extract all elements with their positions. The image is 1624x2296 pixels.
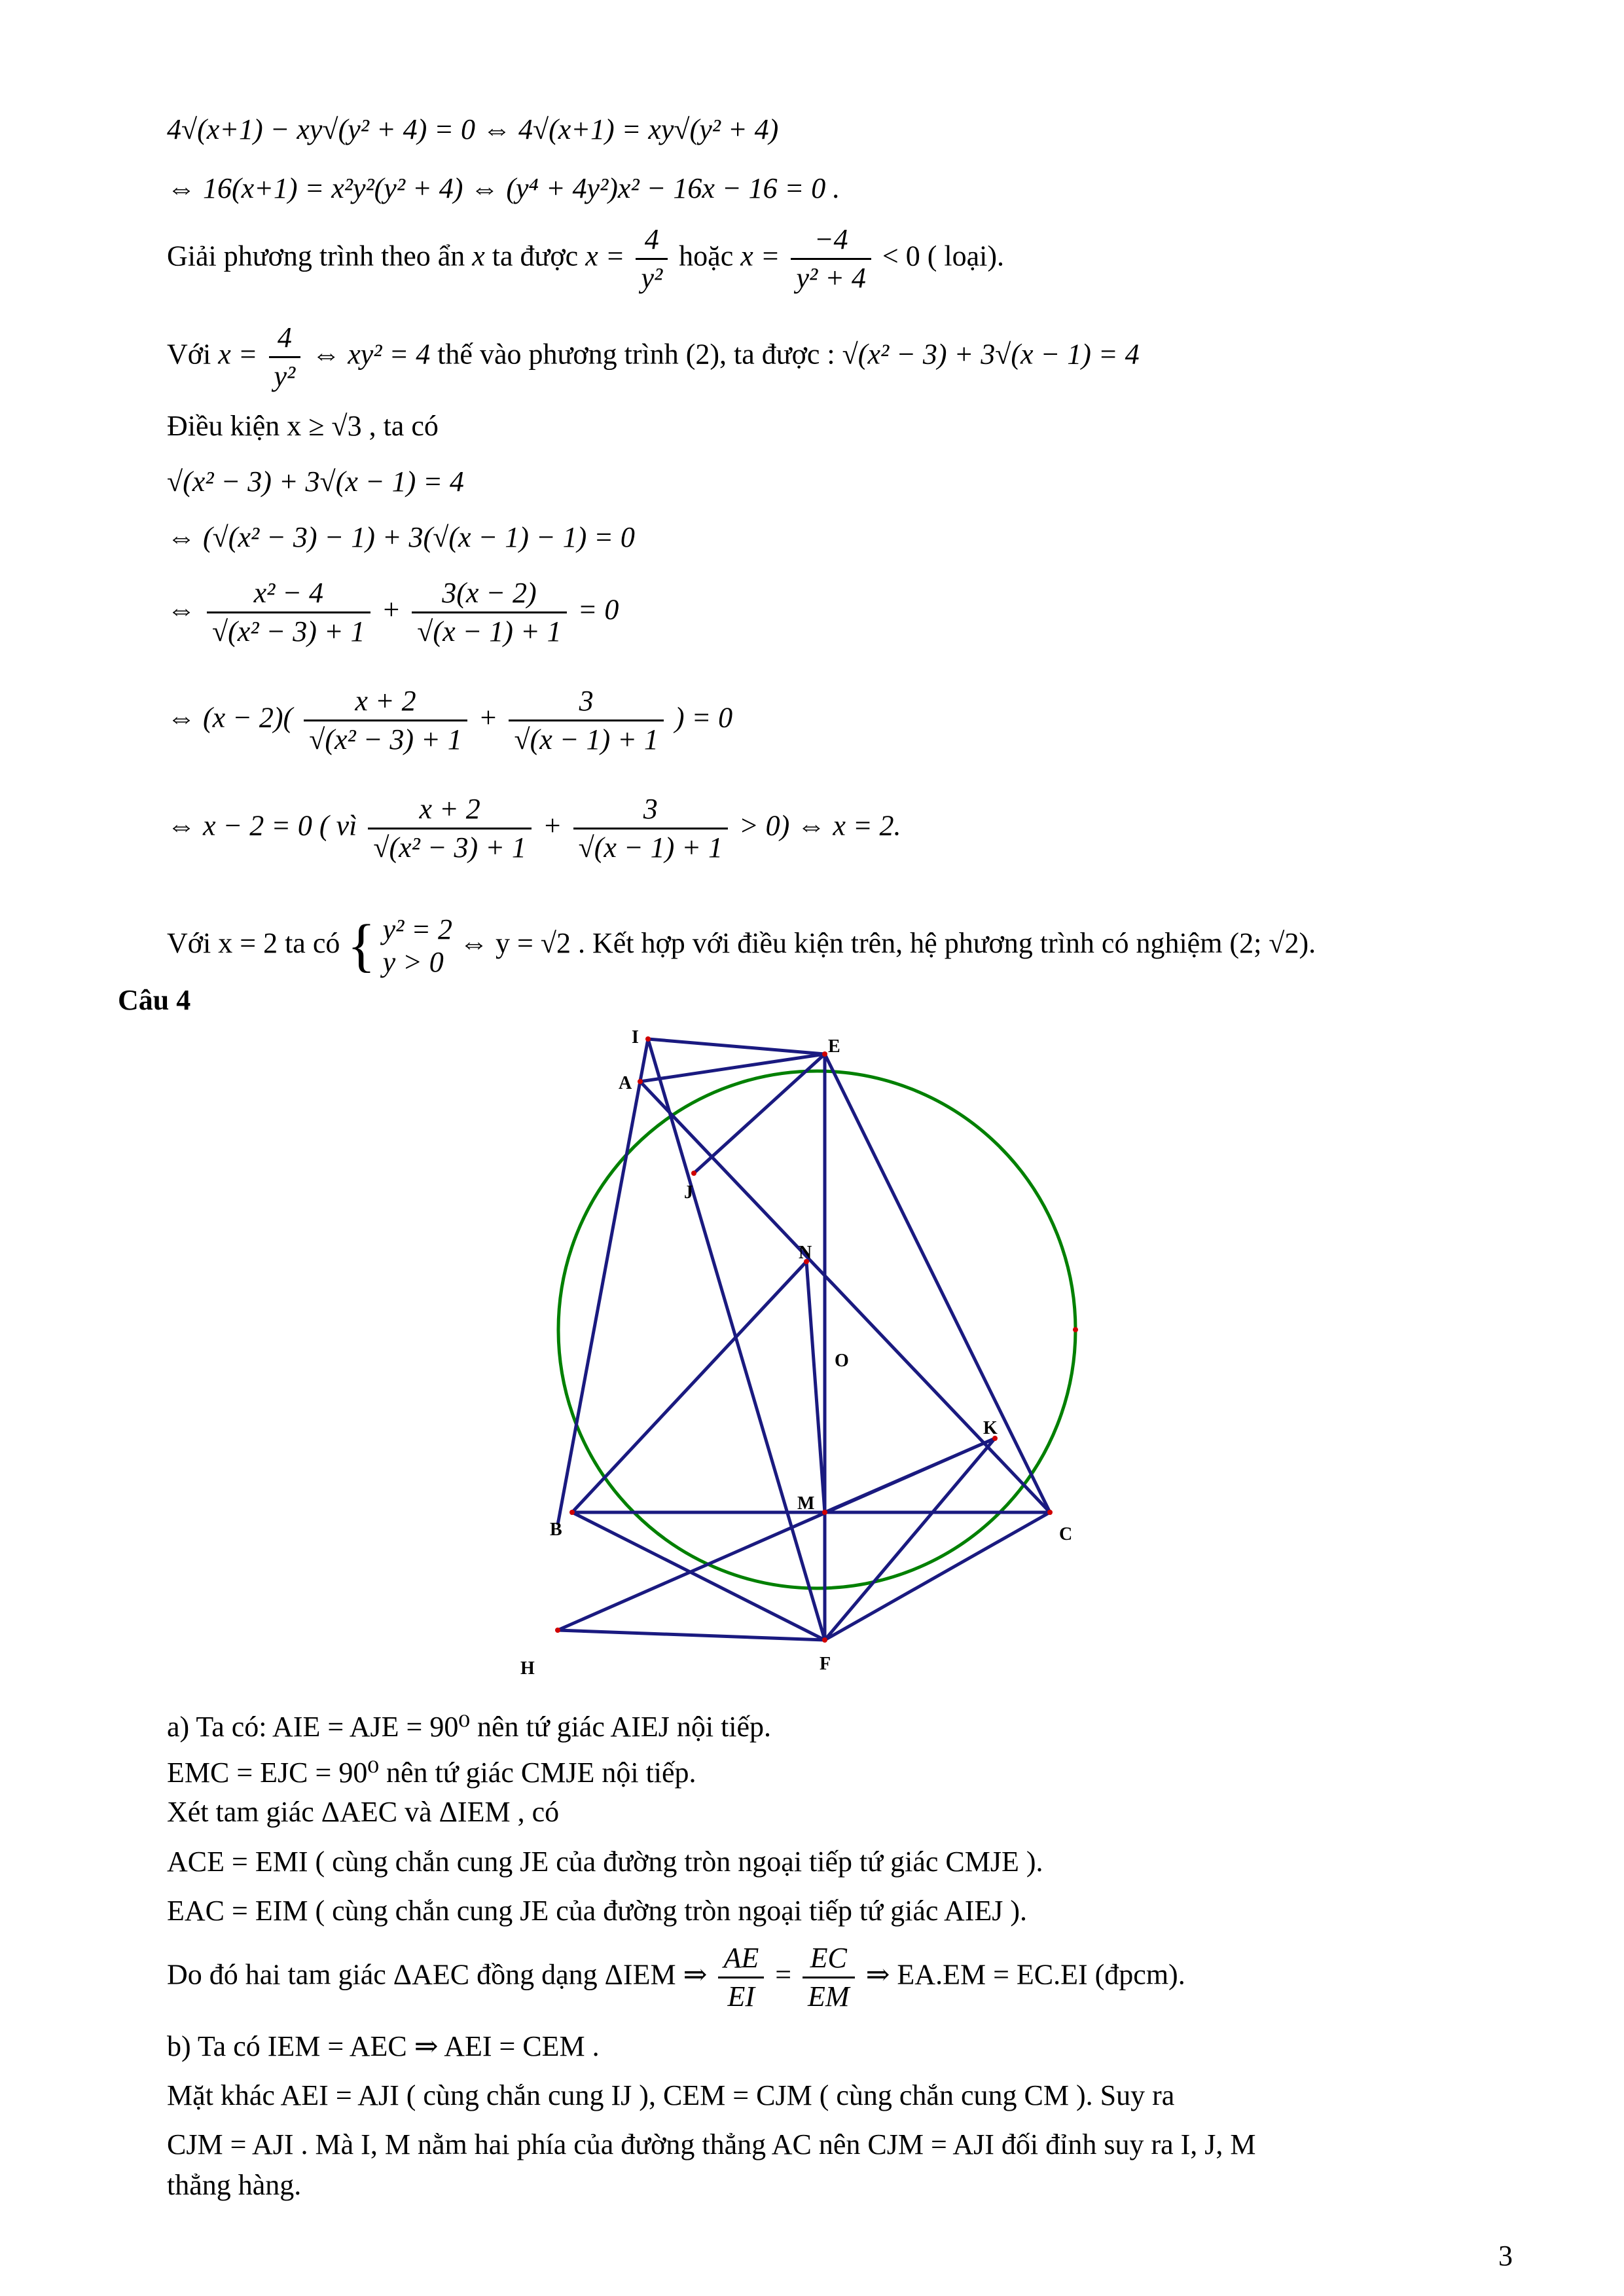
point-J	[691, 1171, 696, 1176]
brace: {	[347, 913, 376, 978]
fraction	[718, 1941, 764, 2014]
part-b-line-4	[167, 2168, 301, 2202]
segment-IB	[558, 1039, 648, 1525]
text: +	[381, 593, 401, 626]
point-F	[822, 1637, 827, 1643]
numerator: −4	[791, 223, 871, 260]
eq-text: ⇔ 16(x+1) = x²y²(y² + 4) ⇔ (y⁴ + 4y²)x² − 16x − 16 = 0 .	[167, 172, 840, 204]
point-E	[822, 1051, 827, 1057]
text: ⇒ EA.EM = EC.EI (đpcm).	[865, 1958, 1185, 1991]
fraction	[636, 223, 668, 295]
text: ACE = EMI ( cùng chắn cung JE của đường tròn ngoại tiếp tứ giác CMJE ).	[167, 1846, 1043, 1878]
text: ta được	[492, 240, 579, 272]
text: √(x² − 3) + 3√(x − 1) = 4	[842, 338, 1140, 371]
eq-line-10	[167, 792, 901, 865]
denominator: y² + 4	[796, 262, 866, 294]
part-b-line-2	[167, 2079, 1174, 2113]
text: ⇔ (x − 2)(	[167, 701, 293, 734]
part-a-line-2	[167, 1756, 696, 1790]
label-C: C	[1059, 1524, 1073, 1544]
part-a-line-4	[167, 1845, 1043, 1879]
point-I	[645, 1036, 651, 1042]
label-O: O	[835, 1351, 849, 1371]
geometry-figure	[517, 1018, 1139, 1692]
denominator: EM	[808, 1980, 850, 2013]
text: Giải phương trình theo ẩn	[167, 240, 465, 272]
point-C	[1047, 1510, 1053, 1515]
text: > 0) ⇔ x = 2.	[738, 809, 901, 842]
eq-line-8	[167, 576, 619, 649]
numerator: 3	[573, 792, 728, 829]
fraction	[304, 684, 467, 757]
fraction	[368, 792, 532, 865]
text: Mặt khác AEI = AJI ( cùng chắn cung IJ ), CEM = CJM ( cùng chắn cung CM ). Suy ra	[167, 2079, 1175, 2111]
text: a) Ta có: AIE = AJE = 90⁰ nên tứ giác AIEJ nội tiếp.	[167, 1711, 772, 1743]
text: ⇔ x − 2 = 0 ( vì	[167, 809, 357, 842]
text: < 0 ( loại).	[882, 240, 1004, 272]
segment-NM	[806, 1262, 825, 1512]
text: √(x² − 3) + 3√(x − 1) = 4	[167, 465, 464, 498]
heading-text: Câu 4	[118, 984, 191, 1016]
system	[383, 913, 452, 979]
numerator: EC	[803, 1941, 855, 1978]
label-B: B	[550, 1520, 562, 1540]
numerator: 3	[509, 684, 663, 721]
fraction	[509, 684, 663, 757]
denominator: √(x − 1) + 1	[514, 723, 659, 756]
denominator: √(x − 1) + 1	[578, 831, 723, 864]
page-number: 3	[1498, 2240, 1513, 2272]
text: +	[542, 809, 562, 842]
text: Với	[167, 338, 211, 371]
label-N: N	[799, 1243, 812, 1263]
label-M: M	[797, 1493, 815, 1514]
label-A: A	[619, 1073, 632, 1093]
numerator: x² − 4	[207, 576, 370, 613]
point-A	[638, 1079, 643, 1084]
text: Xét tam giác ΔAEC và ΔIEM , có	[167, 1796, 560, 1828]
denominator: √(x² − 3) + 1	[373, 831, 526, 864]
text: ⇔ (√(x² − 3) − 1) + 3(√(x − 1) − 1) = 0	[167, 521, 635, 553]
text: x =	[740, 240, 780, 272]
figure-points	[555, 1036, 1078, 1643]
text: Do đó hai tam giác ΔAEC đồng dạng ΔIEM ⇒	[167, 1958, 708, 1991]
text: thế vào phương trình (2), ta được :	[437, 338, 835, 371]
text: Với x = 2 ta có	[167, 927, 340, 960]
text: thẳng hàng.	[167, 2169, 302, 2201]
eq-line-4	[167, 321, 1140, 393]
numerator: x + 2	[368, 792, 532, 829]
denominator: √(x² − 3) + 1	[212, 615, 365, 647]
var-x: x	[472, 240, 485, 272]
system-row-1: y² = 2	[382, 913, 452, 945]
fraction	[803, 1941, 855, 2014]
denominator: √(x − 1) + 1	[417, 615, 562, 647]
fraction	[269, 321, 301, 393]
segment-EC	[825, 1054, 1050, 1512]
segment-NB	[572, 1262, 806, 1512]
eq-line-6	[167, 465, 464, 499]
part-a-line-3	[167, 1795, 559, 1829]
point-M	[822, 1510, 827, 1515]
text: ⇔	[167, 593, 196, 626]
figure-lines	[558, 1039, 1050, 1640]
text: x =	[218, 338, 258, 371]
text: Điều kiện x ≥ √3 , ta có	[167, 410, 439, 442]
fraction	[573, 792, 728, 865]
text: b) Ta có IEM = AEC ⇒ AEI = CEM .	[167, 2030, 600, 2062]
part-a-line-6	[167, 1941, 1185, 2014]
denominator: y²	[274, 360, 296, 392]
part-b-line-3	[167, 2128, 1256, 2162]
eq-line-7	[167, 520, 635, 555]
part-a-line-1	[167, 1710, 771, 1744]
denominator: EI	[727, 1980, 755, 2013]
label-J: J	[684, 1182, 693, 1203]
eq-line-9	[167, 684, 732, 757]
text: ) = 0	[674, 701, 733, 734]
label-K: K	[983, 1418, 998, 1438]
segment-IE	[648, 1039, 825, 1054]
text: x =	[585, 240, 625, 272]
part-a-line-5	[167, 1894, 1027, 1928]
eq-line-11	[167, 913, 1316, 979]
label-E: E	[828, 1036, 840, 1057]
text: ⇔ y = √2 . Kết hợp với điều kiện trên, hệ phương trình có nghiệm (2; √2).	[460, 927, 1316, 960]
text: EAC = EIM ( cùng chắn cung JE của đường tròn ngoại tiếp tứ giác AIEJ ).	[167, 1895, 1028, 1927]
segment-IF	[648, 1039, 825, 1640]
text: ⇔ xy² = 4	[312, 338, 431, 371]
part-b-line-1	[167, 2030, 600, 2064]
label-H: H	[520, 1658, 535, 1679]
numerator: 4	[636, 223, 668, 260]
point-B	[569, 1510, 575, 1515]
point-H	[555, 1628, 560, 1633]
text: CJM = AJI . Mà I, M nằm hai phía của đường thẳng AC nên CJM = AJI đối đỉnh suy ra I, J, M	[167, 2128, 1256, 2160]
fraction	[791, 223, 871, 295]
question-heading	[118, 983, 190, 1017]
segment-MK	[825, 1438, 995, 1512]
fraction	[207, 576, 370, 649]
system-row-2: y > 0	[382, 946, 444, 978]
label-F: F	[820, 1654, 831, 1674]
segment-FC	[825, 1512, 1050, 1640]
eq-text: 4√(x+1) − xy√(y² + 4) = 0 ⇔ 4√(x+1) = xy√(y² + 4)	[167, 113, 779, 145]
denominator: y²	[641, 262, 663, 294]
segment-HF	[558, 1630, 825, 1640]
point-on-circle	[1073, 1327, 1078, 1332]
numerator: AE	[718, 1941, 764, 1978]
eq-line-3	[167, 223, 1004, 295]
eq-line-2	[167, 172, 840, 206]
text: hoặc	[679, 240, 734, 272]
text: = 0	[577, 593, 619, 626]
label-I: I	[632, 1027, 639, 1048]
denominator: √(x² − 3) + 1	[309, 723, 462, 756]
fraction	[412, 576, 566, 649]
eq-line-5	[167, 409, 439, 443]
numerator: 4	[269, 321, 301, 358]
numerator: 3(x − 2)	[412, 576, 566, 613]
numerator: x + 2	[304, 684, 467, 721]
text: +	[478, 701, 498, 734]
eq-line-1	[167, 113, 778, 147]
text: EMC = EJC = 90⁰ nên tứ giác CMJE nội tiếp.	[167, 1757, 696, 1789]
segment-BF	[572, 1512, 825, 1640]
text: =	[775, 1958, 792, 1991]
